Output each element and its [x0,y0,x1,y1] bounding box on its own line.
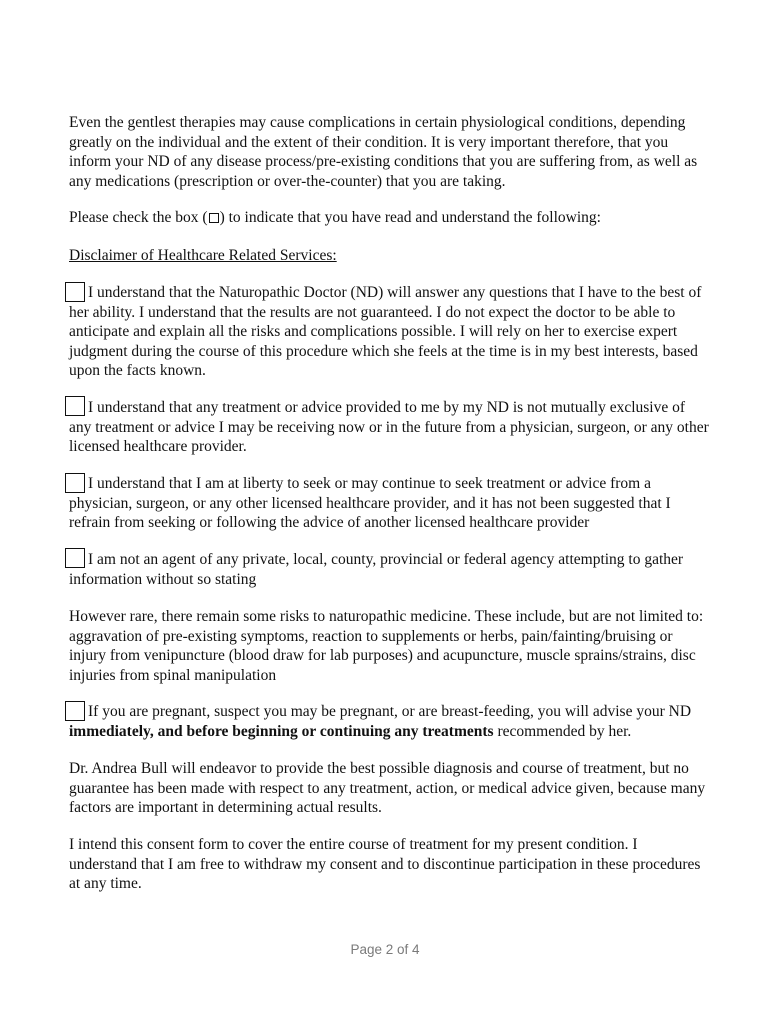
checkbox-symbol-icon [209,213,219,223]
disclaimer-item-1-text: I understand that the Naturopathic Doctor (ND) will answer any questions that I have to the best of her ability. I understand that the results are not guaranteed. I do not expect the doctor to be able to anticipate and explain all the risks and complications possible. I will rely on her to exercise expert judgment during the course of this procedure which she feels at the time is in my best interests, based upon the facts known. [69,284,702,379]
check-instruction-after: ) to indicate that you have read and understand the following: [219,209,601,226]
check-instruction [69,208,709,228]
check-instruction-before: Please check the box ( [69,209,208,226]
pregnancy-item-bold: immediately, and before beginning or continuing any treatments [69,722,494,740]
disclaimer-item-4 [69,550,709,589]
disclaimer-item-4-text: I am not an agent of any private, local, county, provincial or federal agency attempting to gather information without so stating [69,551,684,588]
disclaimer-item-1 [69,283,709,381]
disclaimer-item-3 [69,474,709,533]
disclaimer-item-2-text: I understand that any treatment or advice provided to me by my ND is not mutually exclusive of any treatment or advice I may be receiving now or in the future from a physician, surgeon, or any other licensed healthcare provider. [69,399,709,455]
pregnancy-item [69,702,709,741]
guarantee-paragraph: Dr. Andrea Bull will endeavor to provide the best possible diagnosis and course of treatment, but no guarantee has been made with respect to any treatment, action, or medical advice given, because many factors are important in determining actual results. [69,760,706,816]
risks-paragraph: However rare, there remain some risks to naturopathic medicine. These include, but are not limited to: aggravation of pre-existing symptoms, reaction to supplements or herbs, pain/fainting/bruising or injury from venipuncture (blood draw for lab purposes) and acupuncture, muscle sprains/strains, disc injuries from spinal manipulation [69,608,704,684]
pregnancy-item-after: recommended by her. [493,722,632,740]
section-heading: Disclaimer of Healthcare Related Services: [69,247,337,264]
consent-paragraph: I intend this consent form to cover the entire course of treatment for my present condition. I understand that I am free to withdraw my consent and to discontinue participation in these procedures at any time. [69,836,701,892]
disclaimer-item-3-text: I understand that I am at liberty to seek or may continue to seek treatment or advice from a physician, surgeon, or any other licensed healthcare provider, and it has not been suggested that I refrain from seeking or following the advice of another licensed healthcare provider [69,475,671,531]
intro-paragraph: Even the gentlest therapies may cause complications in certain physiological conditions, depending greatly on the individual and the extent of their condition. It is very important therefore, that you inform your ND of any disease process/pre-existing conditions that you are suffering from, as well as any medications (prescription or over-the-counter) that you are taking. [69,114,698,190]
pregnancy-item-before: If you are pregnant, suspect you may be pregnant, or are breast-feeding, you will advise your ND [88,703,692,720]
page-number: Page 2 of 4 [350,942,420,957]
disclaimer-item-2 [69,398,709,457]
